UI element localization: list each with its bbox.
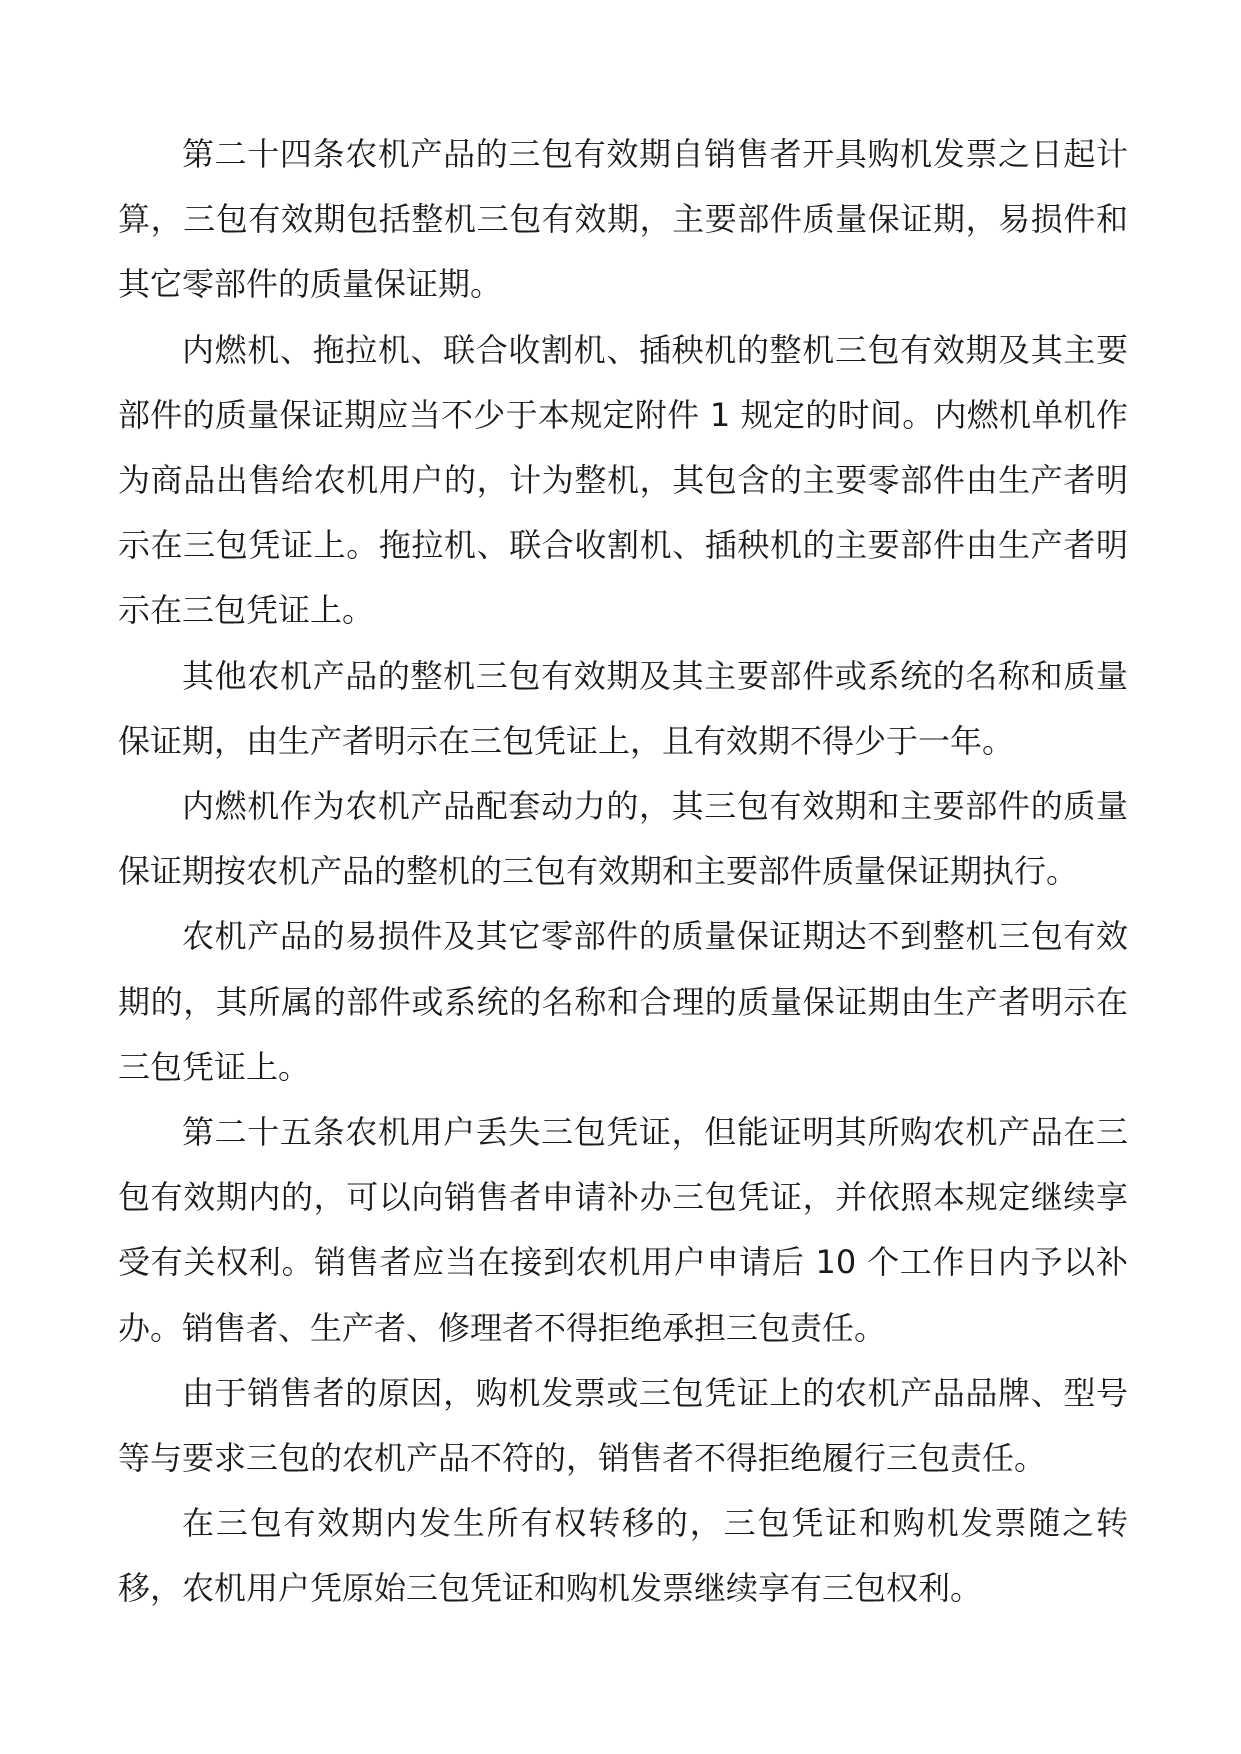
paragraph-article-25: 第二十五条农机用户丢失三包凭证，但能证明其所购农机产品在三包有效期内的，可以向销售者申请补办三包凭证，并依照本规定继续享受有关权利。销售者应当在接到农机用户申请后 10 个工作日内予以补办。销售者、生产者、修理者不得拒绝承担三包责任。	[118, 1113, 1128, 1347]
paragraph-engine-as-power: 内燃机作为农机产品配套动力的，其三包有效期和主要部件的质量保证期按农机产品的整机的三包有效期和主要部件质量保证期执行。	[118, 787, 1128, 891]
paragraph-other-products-warranty: 其他农机产品的整机三包有效期及其主要部件或系统的名称和质量保证期，由生产者明示在三包凭证上，且有效期不得少于一年。	[118, 656, 1128, 760]
paragraph-seller-fault: 由于销售者的原因，购机发票或三包凭证上的农机产品品牌、型号等与要求三包的农机产品不符的，销售者不得拒绝履行三包责任。	[118, 1373, 1128, 1478]
document-body	[118, 122, 1128, 1622]
paragraph-engine-tractor-warranty: 内燃机、拖拉机、联合收割机、插秧机的整机三包有效期及其主要部件的质量保证期应当不少于本规定附件 1 规定的时间。内燃机单机作为商品出售给农机用户的，计为整机，其包含的主要零部件由生产者明示在三包凭证上。拖拉机、联合收割机、插秧机的主要部件由生产者明示在三包凭证上。	[118, 330, 1128, 630]
paragraph-article-24: 第二十四条农机产品的三包有效期自销售者开具购机发票之日起计算，三包有效期包括整机三包有效期，主要部件质量保证期，易损件和其它零部件的质量保证期。	[118, 135, 1128, 304]
paragraph-ownership-transfer: 在三包有效期内发生所有权转移的，三包凭证和购机发票随之转移，农机用户凭原始三包凭证和购机发票继续享有三包权利。	[118, 1504, 1128, 1608]
paragraph-wear-parts: 农机产品的易损件及其它零部件的质量保证期达不到整机三包有效期的，其所属的部件或系统的名称和合理的质量保证期由生产者明示在三包凭证上。	[118, 917, 1128, 1086]
